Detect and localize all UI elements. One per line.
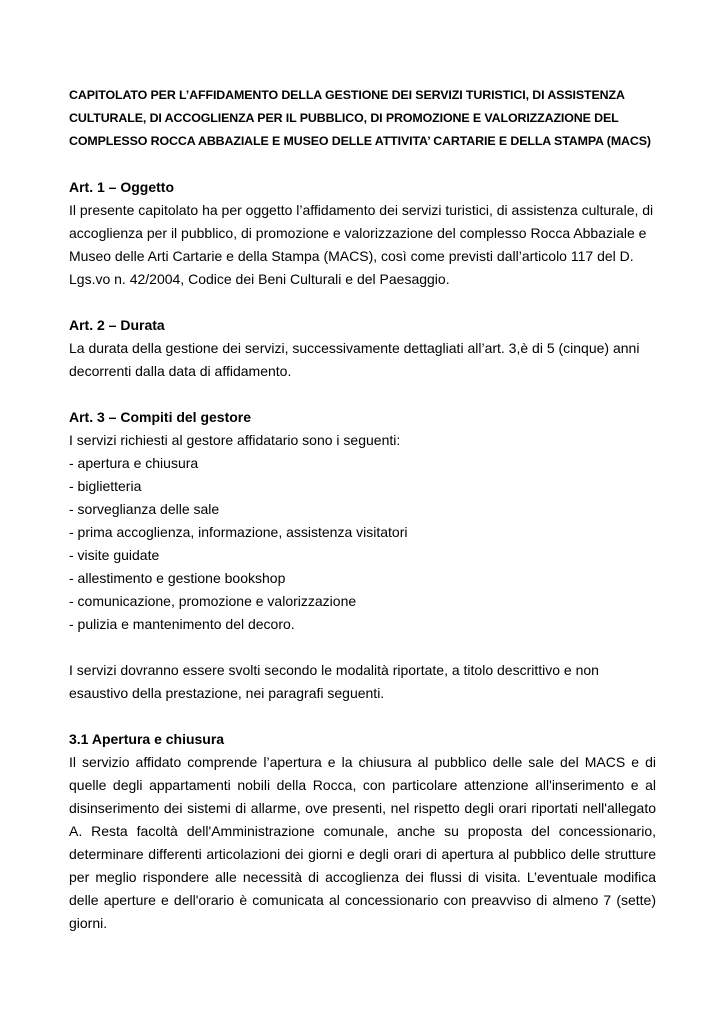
spacer: [69, 636, 656, 659]
article-1-heading: Art. 1 – Oggetto: [69, 179, 175, 195]
document-title: CAPITOLATO PER L’AFFIDAMENTO DELLA GESTIONE DEI SERVIZI TURISTICI, DI ASSISTENZA CULTURALE, DI ACCOGLIENZA PER IL PUBBLICO, DI PROMOZIONE E VALORIZZAZIONE DEL COMPLESSO ROCCA ABBAZIALE E MUSEO DELLE ATTIVITA’ CARTARIE E DELLA STAMPA (MACS): [69, 88, 651, 148]
article-3-outro: I servizi dovranno essere svolti secondo le modalità riportate, a titolo descrittivo e non esaustivo della prestazione, nei paragrafi seguenti.: [69, 662, 599, 701]
list-item: - apertura e chiusura: [69, 455, 199, 471]
list-item: - prima accoglienza, informazione, assistenza visitatori: [69, 524, 408, 540]
list-item: - sorveglianza delle sale: [69, 501, 220, 517]
article-2-heading: Art. 2 – Durata: [69, 317, 165, 333]
article-3-heading: Art. 3 – Compiti del gestore: [69, 409, 252, 425]
section-3-1: [69, 728, 656, 935]
list-item: - allestimento e gestione bookshop: [69, 570, 286, 586]
list-item: - biglietteria: [69, 478, 142, 494]
list-item: - comunicazione, promozione e valorizzazione: [69, 593, 357, 609]
services-list: [69, 452, 656, 636]
document-page: [69, 84, 656, 935]
spacer: [69, 383, 656, 406]
article-3: [69, 406, 656, 705]
spacer: [69, 291, 656, 314]
article-1-text: Il presente capitolato ha per oggetto l’affidamento dei servizi turistici, di assistenza culturale, di accoglienza per il pubblico, di promozione e valorizzazione del complesso Rocca Abbaziale e Museo delle Arti Cartarie e della Stampa (MACS), così come previsti dall’articolo 117 del D. Lgs.vo n. 42/2004, Codice dei Beni Culturali e del Paesaggio.: [69, 202, 654, 287]
list-item: - visite guidate: [69, 547, 160, 563]
spacer: [69, 705, 656, 728]
list-item: - pulizia e mantenimento del decoro.: [69, 616, 295, 632]
article-2-text: La durata della gestione dei servizi, successivamente dettagliati all’art. 3,è di 5 (cinque) anni decorrenti dalla data di affidamento.: [69, 340, 640, 379]
section-3-1-heading: 3.1 Apertura e chiusura: [69, 731, 225, 747]
article-3-intro: I servizi richiesti al gestore affidatario sono i seguenti:: [69, 432, 401, 448]
article-2: [69, 314, 656, 383]
article-1: [69, 176, 656, 291]
section-3-1-text: Il servizio affidato comprende l’apertura e la chiusura al pubblico delle sale del MACS e di quelle degli appartamenti nobili della Rocca, con particolare attenzione all'inserimento e al disinserimento dei sistemi di allarme, ove presenti, nel rispetto degli orari riportati nell'allegato A. Resta facoltà dell'Amministrazione comunale, anche su proposta del concessionario, determinare differenti articolazioni dei giorni e degli orari di apertura al pubblico delle strutture per meglio rispondere alle necessità di accoglienza dei flussi di visita. L’eventuale modifica delle aperture e dell'orario è comunicata al concessionario con preavviso di almeno 7 (sette) giorni.: [69, 754, 656, 931]
